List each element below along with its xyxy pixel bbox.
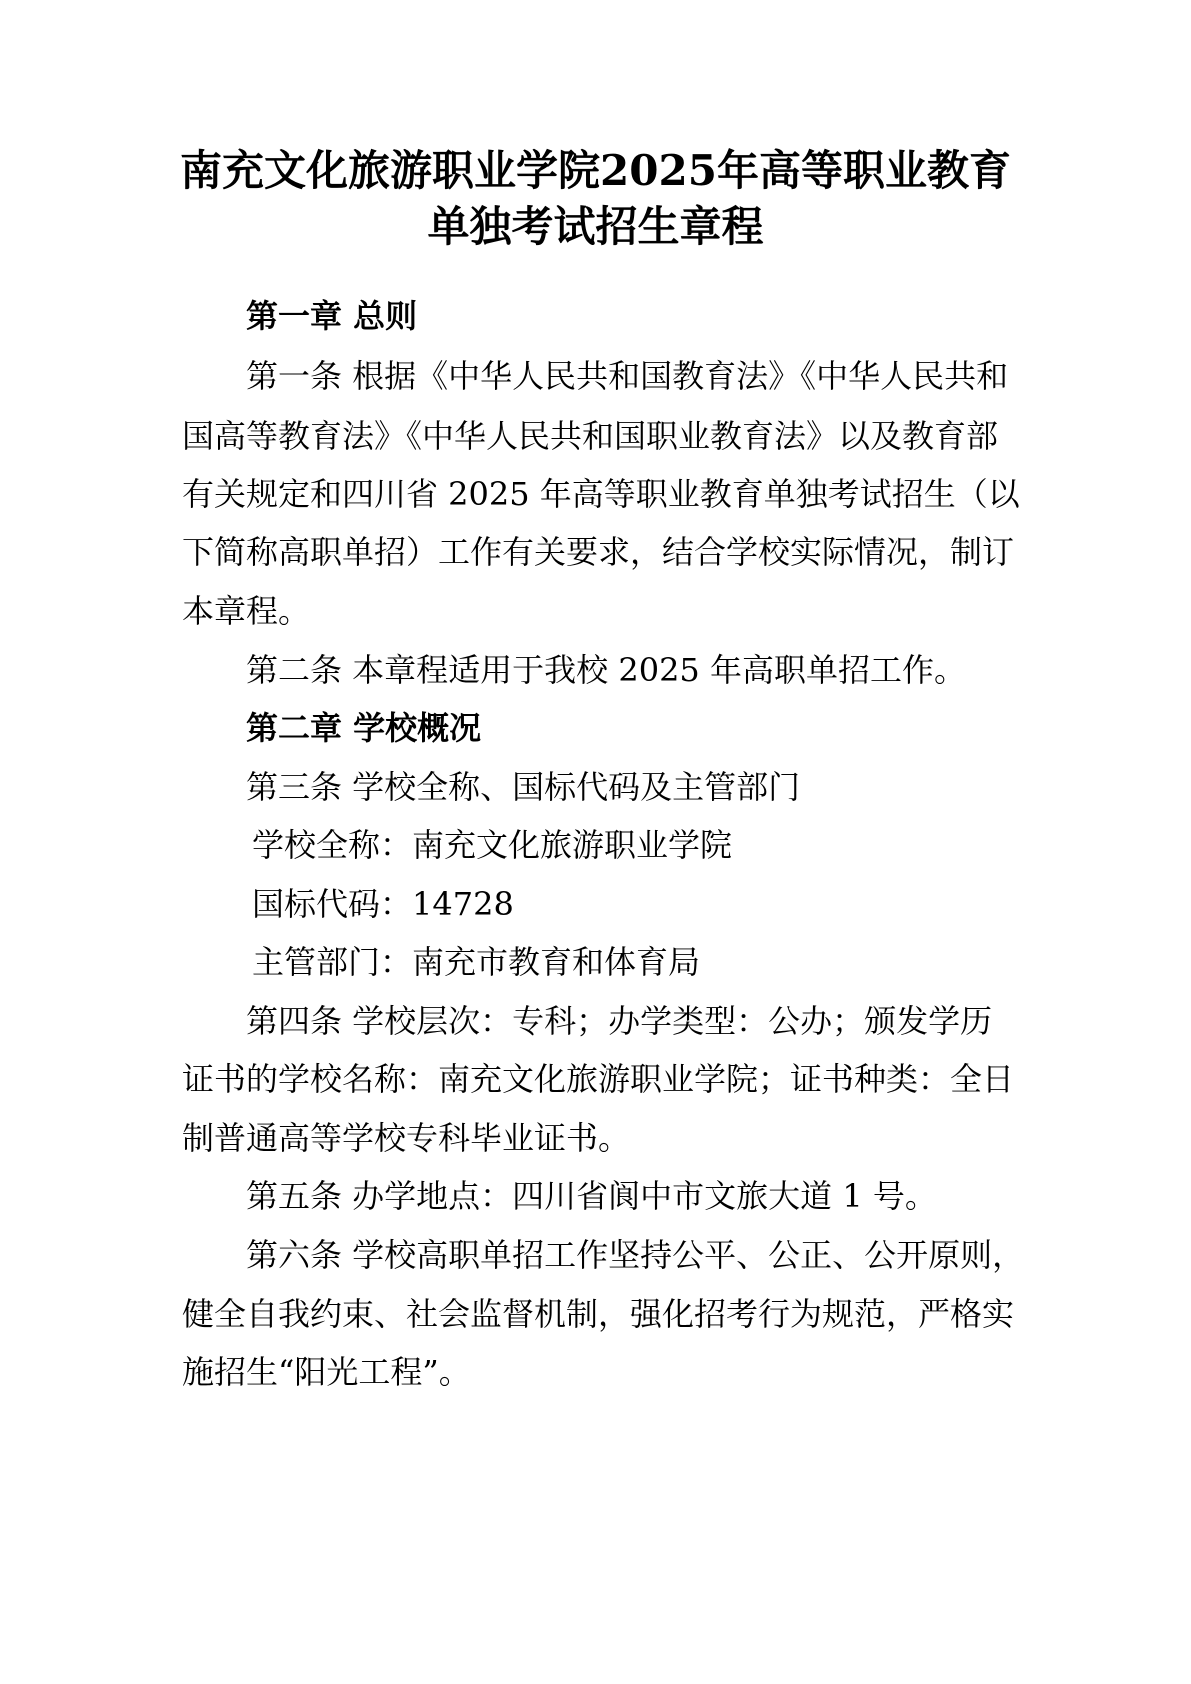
school-code: 国标代码：14728 — [252, 885, 514, 923]
school-full-name: 学校全称：南充文化旅游职业学院 — [252, 826, 733, 864]
chapter-2-heading: 第二章 学校概况 — [246, 709, 482, 747]
document-title-line-1: 南充文化旅游职业学院2025年高等职业教育 — [180, 146, 1011, 195]
article-4-line-2: 证书的学校名称：南充文化旅游职业学院；证书种类：全日 — [182, 1060, 1015, 1098]
chapter-1-heading: 第一章 总则 — [246, 297, 418, 335]
article-3: 第三条 学校全称、国标代码及主管部门 — [246, 768, 801, 806]
article-1-line-5: 本章程。 — [182, 592, 311, 630]
article-5: 第五条 办学地点：四川省阆中市文旅大道 1 号。 — [246, 1177, 937, 1215]
article-1-line-1: 第一条 根据《中华人民共和国教育法》《中华人民共和 — [246, 357, 1009, 395]
article-6-line-2: 健全自我约束、社会监督机制，强化招考行为规范，严格实 — [182, 1295, 1015, 1333]
article-1-line-4: 下简称高职单招）工作有关要求，结合学校实际情况，制订 — [182, 533, 1015, 571]
document-title-line-2: 单独考试招生章程 — [427, 202, 764, 251]
article-4-line-3: 制普通高等学校专科毕业证书。 — [182, 1119, 631, 1157]
article-4-line-1: 第四条 学校层次：专科；办学类型：公办；颁发学历 — [246, 1002, 993, 1040]
article-6-line-1: 第六条 学校高职单招工作坚持公平、公正、公开原则， — [246, 1236, 1025, 1274]
article-1-line-2: 国高等教育法》《中华人民共和国职业教育法》以及教育部 — [182, 417, 999, 455]
article-2: 第二条 本章程适用于我校 2025 年高职单招工作。 — [246, 651, 966, 689]
article-6-line-3: 施招生“阳光工程”。 — [182, 1353, 471, 1391]
article-1-line-3: 有关规定和四川省 2025 年高等职业教育单独考试招生（以 — [182, 475, 1020, 513]
school-authority: 主管部门：南充市教育和体育局 — [252, 943, 701, 981]
